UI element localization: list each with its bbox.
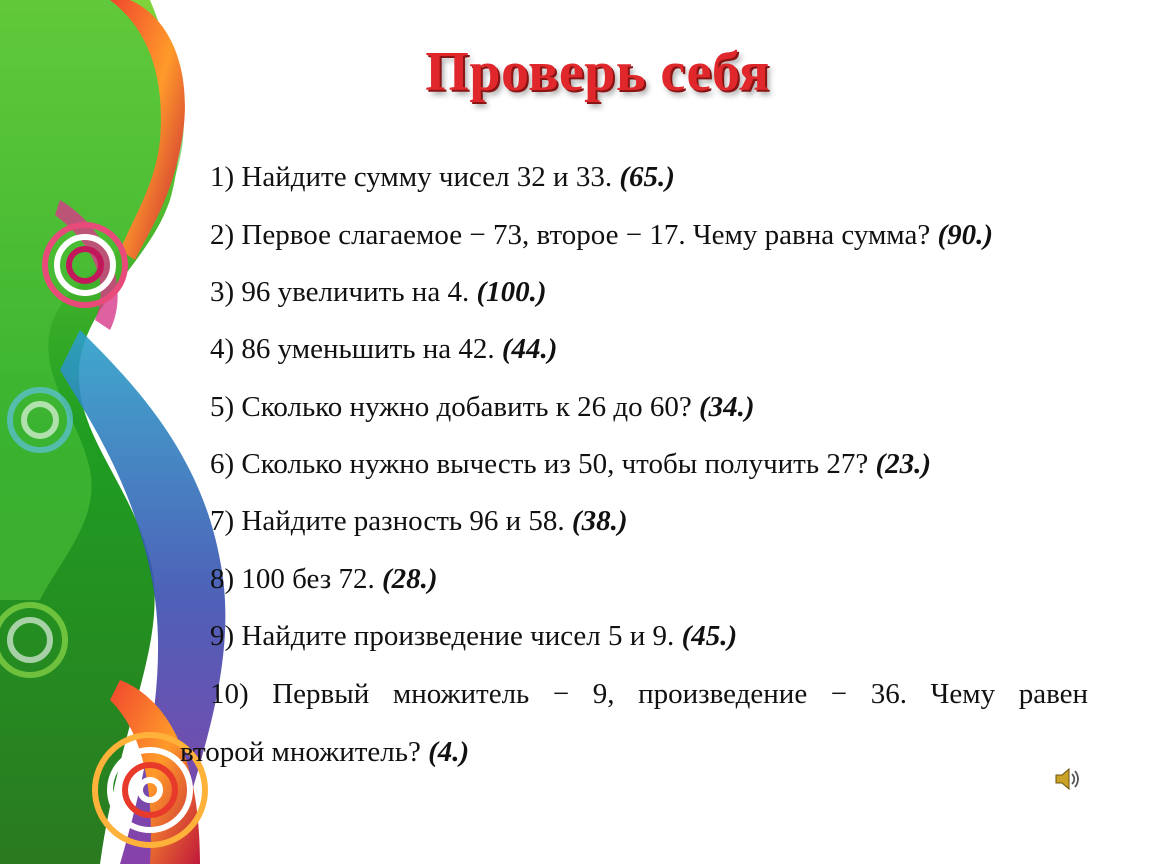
question-text: 2) Первое слагаемое − 73, второе − 17. Чему равна сумма?: [210, 219, 938, 251]
question-text: 8) 100 без 72.: [210, 563, 382, 595]
question-answer: (100.): [476, 276, 547, 308]
question-answer: (34.): [698, 391, 755, 423]
question-answer: (44.): [501, 333, 558, 365]
question-5: [210, 390, 755, 424]
question-10-line-1: 10) Первый множитель − 9, произведение − 36. Чему равен: [210, 678, 1088, 710]
question-text: 5) Сколько нужно добавить к 26 до 60?: [210, 391, 699, 423]
question-text: 4) 86 уменьшить на 42.: [210, 333, 502, 365]
question-2: [210, 218, 993, 252]
question-answer: (45.): [681, 620, 738, 652]
question-4: [210, 332, 557, 366]
question-answer: (38.): [571, 505, 628, 537]
slide-title: Проверь себя: [425, 41, 770, 103]
question-3: [210, 275, 547, 309]
question-answer: (90.): [937, 219, 994, 251]
question-1: [210, 160, 675, 194]
question-text: 7) Найдите разность 96 и 58.: [210, 505, 572, 537]
question-text: 1) Найдите сумму чисел 32 и 33.: [210, 161, 620, 193]
question-7: [210, 504, 628, 538]
question-answer: (28.): [381, 563, 438, 595]
question-answer: (65.): [619, 161, 675, 193]
question-answer: (4.): [428, 736, 470, 768]
question-answer: (23.): [875, 448, 932, 480]
question-text: второй множитель?: [180, 736, 429, 768]
question-10-line-2: [180, 735, 469, 769]
question-8: [210, 562, 438, 596]
speaker-icon[interactable]: [1053, 765, 1081, 793]
question-text: 9) Найдите произведение чисел 5 и 9.: [210, 620, 682, 652]
question-6: [210, 447, 931, 481]
question-text: 6) Сколько нужно вычесть из 50, чтобы получить 27?: [210, 448, 876, 480]
question-text: 3) 96 увеличить на 4.: [210, 276, 477, 308]
question-9: [210, 619, 737, 653]
